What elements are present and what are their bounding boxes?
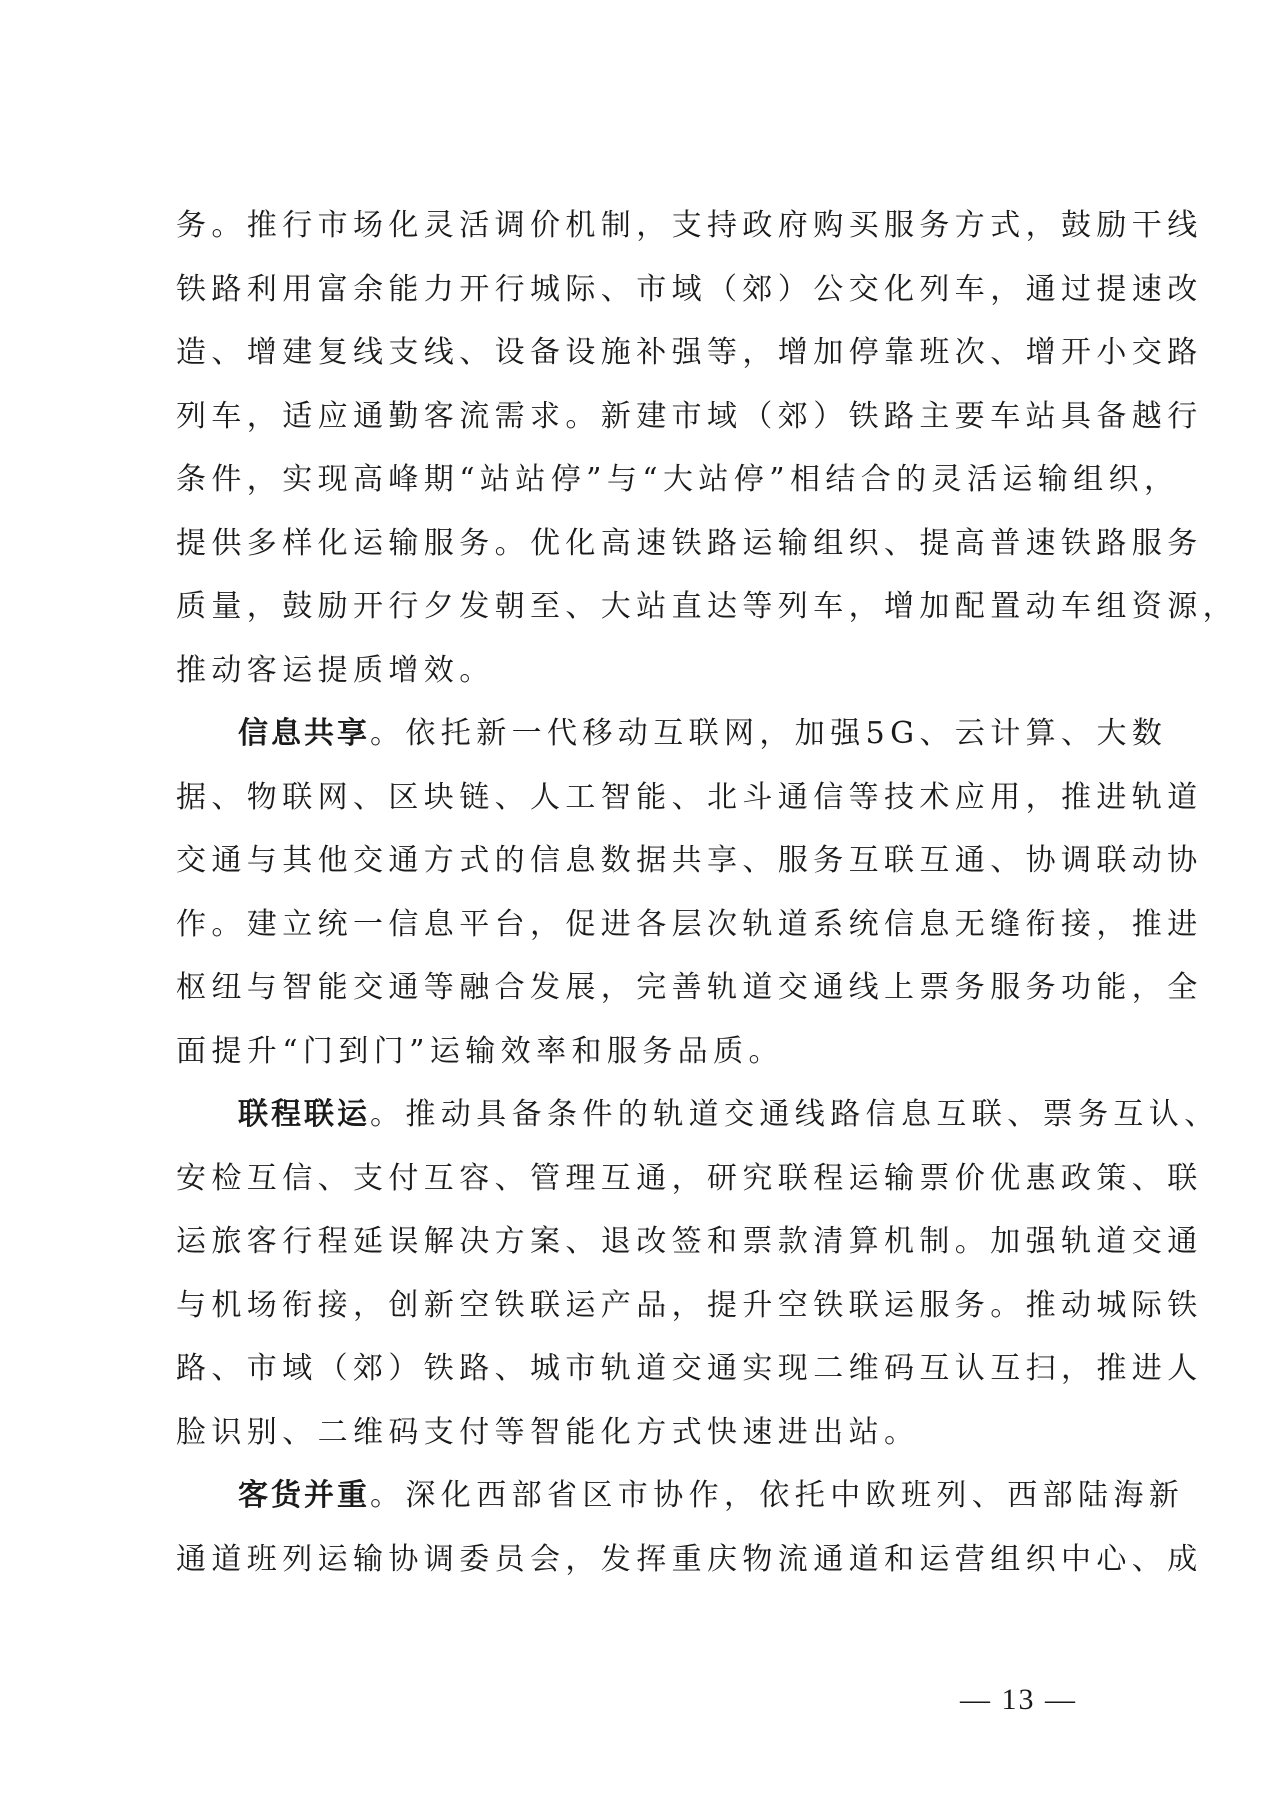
text-line: 推动客运提质增效。 [176,652,495,688]
text-run: 。推动具备条件的轨道交通线路信息互联、票务互认、 [370,1097,1220,1132]
text-line: 条件，实现高峰期“站站停”与“大站停”相结合的灵活运输组织， [176,462,1180,497]
text-line: 列车，适应通勤客流需求。新建市域（郊）铁路主要车站具备越行 [176,398,1203,434]
paragraph-first-line [176,1464,1185,1528]
text-line: 脸识别、二维码支付等智能化方式快速进出站。 [176,1414,920,1450]
text-line: 据、物联网、区块链、人工智能、北斗通信等技术应用，推进轨道 [176,779,1203,815]
text-run: 。深化西部省区市协作，依托中欧班列、西部陆海新 [370,1478,1185,1513]
text-line: 运旅客行程延误解决方案、退改签和票款清算机制。加强轨道交通 [176,1224,1203,1259]
section-heading: 客货并重 [238,1478,370,1513]
text-line: 作。建立统一信息平台，促进各层次轨道系统信息无缝衔接，推进 [176,906,1203,942]
text-line: 路、市域（郊）铁路、城市轨道交通实现二维码互认互扫，推进人 [176,1351,1203,1386]
paragraph-first-line [176,1083,1220,1147]
text-line: 安检互信、支付互容、管理互通，研究联程运输票价优惠政策、联 [176,1160,1203,1196]
text-run: 。依托新一代移动互联网，加强5G、云计算、大数 [370,716,1168,751]
section-heading: 信息共享 [238,716,370,751]
body-text [176,194,1238,1591]
text-line: 务。推行市场化灵活调价机制，支持政府购买服务方式，鼓励干线 [176,208,1203,243]
text-line: 提供多样化运输服务。优化高速铁路运输组织、提高普速铁路服务 [176,525,1203,561]
text-line: 通道班列运输协调委员会，发挥重庆物流通道和运营组织中心、成 [176,1541,1203,1577]
page-number: — 13 — [960,1683,1077,1716]
paragraph-first-line [176,702,1168,766]
text-line: 质量，鼓励开行夕发朝至、大站直达等列车，增加配置动车组资源， [176,589,1238,624]
text-line: 造、增建复线支线、设备设施补强等，增加停靠班次、增开小交路 [176,335,1203,370]
text-line: 枢纽与智能交通等融合发展，完善轨道交通线上票务服务功能，全 [176,970,1203,1005]
section-heading: 联程联运 [238,1097,370,1132]
text-line: 面提升“门到门”运输效率和服务品质。 [176,1033,784,1069]
text-line: 与机场衔接，创新空铁联运产品，提升空铁联运服务。推动城际铁 [176,1287,1203,1323]
text-line: 铁路利用富余能力开行城际、市域（郊）公交化列车，通过提速改 [176,271,1203,307]
text-line: 交通与其他交通方式的信息数据共享、服务互联互通、协调联动协 [176,843,1203,878]
